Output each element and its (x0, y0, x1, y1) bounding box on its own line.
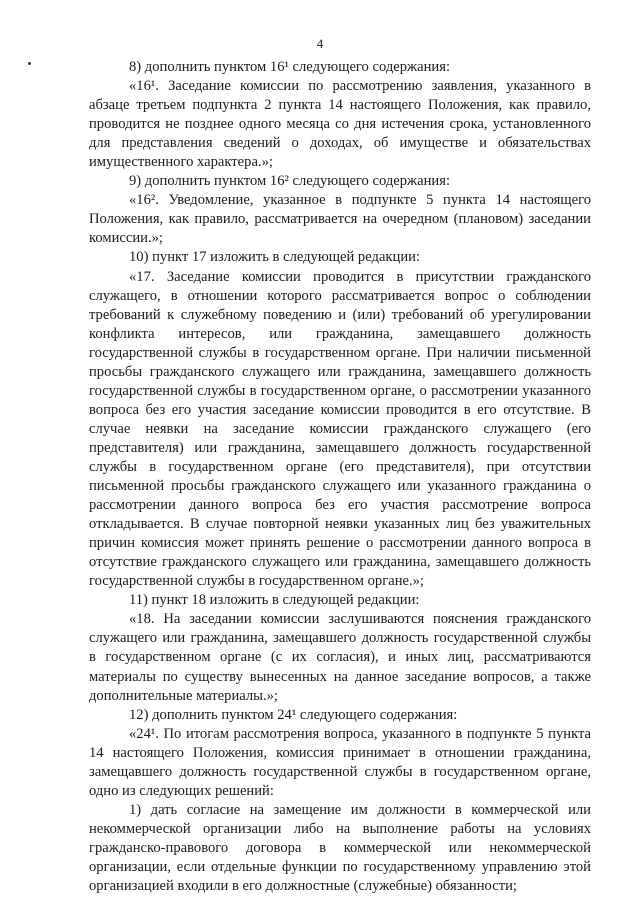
page-number: 4 (316, 36, 324, 51)
paragraph: 9) дополнить пунктом 16² следующего содержания: (129, 173, 450, 190)
paragraph: «16¹. Заседание комиссии по рассмотрению заявления, указанного в абзаце третьем подпункта 2 пункта 14 настоящего Положения, как правило, проводится не позднее одного месяца со дня истечения срока, установленного для представления сведений о доходах, об имуществе и обязательствах имущественного характера.»; (89, 78, 591, 171)
paragraph: «18. На заседании комиссии заслушиваются пояснения гражданского служащего или гражданина, замещавшего должность государственной службы в государственном органе (с их согласия), и иных лиц, рассматриваются материалы по существу вынесенных на данное заседание вопросов, а также дополнительные материалы.»; (89, 611, 591, 704)
paragraph: «17. Заседание комиссии проводится в присутствии гражданского служащего, в отношении которого рассматривается вопрос о соблюдении требований к служебному поведению и (или) требований об урегулировании конфликта интересов, или гражданина, замещавшего должность государственной службы в государственном органе. При наличии письменной просьбы гражданского служащего или гражданина, замещавшего должность государственной службы в государственном органе, о рассмотрении указанного вопроса без его участия заседание комиссии проводится в его отсутствие. В случае неявки на заседание комиссии гражданского служащего (его представителя) или гражданина, замещавшего должность государственной службы в государственном органе (его представителя), при отсутствии письменной просьбы гражданского служащего или указанного гражданина о рассмотрении данного вопроса без его участия рассмотрение вопроса откладывается. В случае повторной неявки указанных лиц без уважительных причин комиссия может принять решение о рассмотрении данного вопроса в отсутствие гражданского служащего или гражданина, замещавшего должность государственной службы в государственном органе.»; (89, 268, 591, 590)
paragraph: 1) дать согласие на замещение им должности в коммерческой или некоммерческой организации либо на выполнение работы на условиях гражданско-правового договора в коммерческой или некоммерческой организации, если отдельные функции по государственному управлению этой организацией входили в его должностные (служебные) обязанности; (89, 801, 591, 895)
scan-speck (28, 62, 31, 65)
paragraph: 12) дополнить пунктом 24¹ следующего содержания: (129, 706, 458, 723)
paragraph: 11) пункт 18 изложить в следующей редакции: (129, 592, 420, 609)
document-body (89, 58, 591, 896)
paragraph: 8) дополнить пунктом 16¹ следующего содержания: (129, 59, 450, 75)
paragraph: 10) пункт 17 изложить в следующей редакции: (129, 249, 420, 266)
paragraph: «16². Уведомление, указанное в подпункте 5 пункта 14 настоящего Положения, как правило, рассматривается на очередном (плановом) заседании комиссии.»; (89, 192, 591, 247)
paragraph: «24¹. По итогам рассмотрения вопроса, указанного в подпункте 5 пункта 14 настоящего Положения, комиссия принимает в отношении гражданина, замещавшего должность государственной службы в государственном органе, одно из следующих решений: (89, 725, 591, 799)
